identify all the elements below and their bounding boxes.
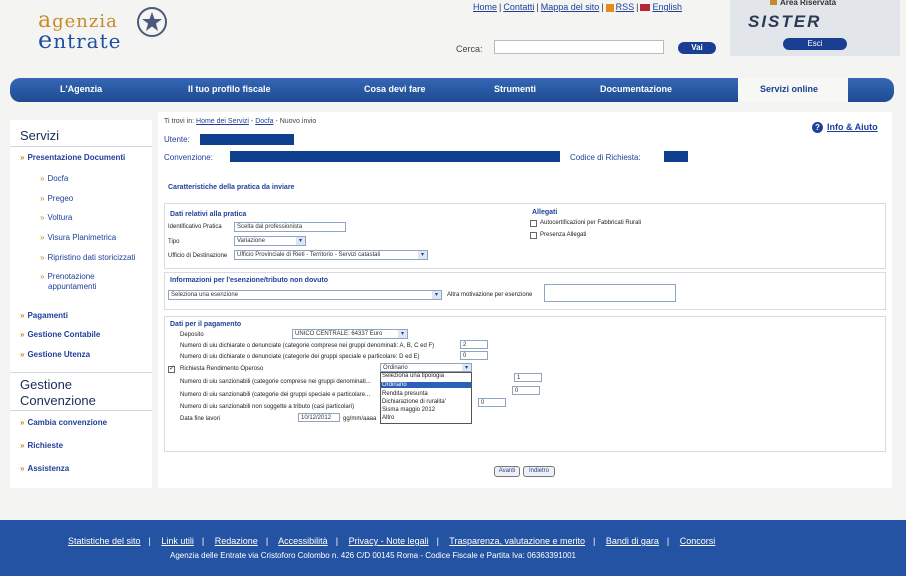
bullet-icon: »	[40, 253, 45, 262]
search-label: Cerca:	[456, 44, 483, 54]
nav-agenzia[interactable]: L'Agenzia	[60, 84, 103, 94]
footer-link-statistiche[interactable]: Statistiche del sito	[68, 536, 141, 546]
footer-link-redazione[interactable]: Redazione	[214, 536, 258, 546]
rss-link[interactable]: RSS	[615, 2, 635, 12]
dropdown-option[interactable]: Sisma maggio 2012	[382, 407, 436, 413]
convenzione-value-redacted	[230, 151, 560, 162]
utente-value-redacted	[200, 134, 294, 145]
breadcrumb-current: Nuovo invio	[279, 118, 317, 125]
mappa-link[interactable]: Mappa del sito	[540, 2, 600, 12]
presenza-allegati-label: Presenza Allegati	[540, 232, 587, 238]
sidebar-item-assistenza[interactable]: » Assistenza	[20, 464, 70, 473]
separator: |	[536, 2, 539, 12]
data-fine-input[interactable]: 10/12/2012	[298, 413, 340, 422]
breadcrumb-docfa[interactable]: Docfa	[255, 118, 274, 125]
logo-text-top: agenzia	[38, 8, 118, 33]
codice-richiesta-label: Codice di Richiesta:	[570, 153, 641, 162]
altra-motivazione-label: Altra motivazione per esenzione	[447, 292, 533, 298]
ufficio-select[interactable]: Ufficio Provinciale di Rieti - Territorio - Servizi catastali ▾	[234, 250, 428, 260]
uk-flag-icon	[640, 4, 650, 11]
sidebar-heading-gestione: Gestione	[20, 377, 73, 392]
row2-label: Numero di uiu dichiarate o denunciate (categorie dei gruppi speciale e particolare: D ed E)	[180, 354, 420, 360]
presenza-allegati-checkbox[interactable]	[530, 232, 537, 239]
footer-link-trasparenza[interactable]: Trasparenza, valutazione e merito	[449, 536, 586, 546]
id-pratica-input[interactable]: Scelta dal professionista	[234, 222, 346, 232]
sidebar-item-pregeo[interactable]: » Pregeo	[40, 194, 74, 203]
chevron-down-icon: ▾	[462, 364, 471, 371]
row2-input[interactable]: 0	[460, 351, 488, 360]
bullet-icon: »	[20, 330, 25, 339]
footer-link-concorsi[interactable]: Concorsi	[679, 536, 716, 546]
nav-strumenti[interactable]: Strumenti	[494, 84, 537, 94]
autocertificazioni-label: Autocertificazioni per Fabbricati Rurali	[540, 220, 642, 226]
bullet-icon: »	[20, 153, 25, 162]
divider	[10, 410, 152, 411]
lock-icon	[770, 0, 777, 5]
pagamento-title: Dati per il pagamento	[170, 321, 242, 328]
sidebar	[10, 120, 152, 488]
breadcrumb: Ti trovi in: Home dei Servizi - Docfa - Nuovo invio	[164, 118, 317, 125]
rss-icon	[606, 4, 614, 12]
data-fine-label: Data fine lavori	[180, 416, 221, 422]
avanti-button[interactable]: Avanti	[494, 466, 520, 477]
bullet-icon: »	[20, 418, 25, 427]
footer	[0, 520, 906, 576]
search-button[interactable]: Vai	[678, 42, 716, 54]
separator: |	[436, 536, 439, 546]
english-link[interactable]: English	[652, 2, 683, 12]
chevron-down-icon: ▾	[418, 251, 427, 259]
bullet-icon: »	[40, 174, 45, 183]
row1-label: Numero di uiu dichiarate o denunciate (categorie comprese nei gruppi denominati: A, B, C ed F)	[180, 343, 435, 349]
sidebar-item-cambia-convenzione[interactable]: » Cambia convenzione	[20, 418, 108, 427]
nav-profilo-fiscale[interactable]: Il tuo profilo fiscale	[188, 84, 271, 94]
row4-label: Numero di uiu sanzionabili (categorie dei gruppi speciale e particolare...	[180, 392, 371, 398]
tipo-select[interactable]: Variazione ▾	[234, 236, 306, 246]
chevron-down-icon: ▾	[296, 237, 305, 245]
rendimento-label: Richiesta Rendimento Operoso	[180, 366, 264, 372]
dropdown-option[interactable]: Dichiarazione di ruralita'	[382, 399, 446, 405]
altra-motivazione-textarea[interactable]	[544, 284, 676, 302]
footer-link-bandi[interactable]: Bandi di gara	[605, 536, 659, 546]
footer-link-accessibilita[interactable]: Accessibilità	[278, 536, 328, 546]
section-title: Caratteristiche della pratica da inviare	[168, 184, 295, 191]
row5-input[interactable]: 0	[478, 398, 506, 407]
sidebar-item-visura-planimetrica[interactable]: » Visura Planimetrica	[40, 233, 117, 242]
row5-label: Numero di uiu sanzionabili non soggette a tributo (casi particolari)	[180, 404, 355, 410]
check-icon: ✓	[169, 365, 175, 372]
sidebar-item-appuntamenti[interactable]: appuntamenti	[48, 282, 97, 291]
republic-emblem-icon	[136, 6, 168, 38]
separator: |	[148, 536, 151, 546]
chevron-down-icon: ▾	[398, 330, 407, 338]
indietro-button[interactable]: Indietro	[523, 466, 555, 477]
bullet-icon: »	[40, 233, 45, 242]
exit-button[interactable]: Esci	[783, 38, 847, 50]
chevron-down-icon: ▾	[432, 291, 441, 299]
nav-servizi-online[interactable]: Servizi online	[760, 84, 819, 94]
sidebar-item-presentazione[interactable]: » Presentazione Documenti	[20, 153, 126, 162]
bullet-icon: »	[20, 350, 25, 359]
top-links	[473, 2, 682, 12]
convenzione-label: Convenzione:	[164, 153, 213, 162]
bullet-icon: »	[20, 441, 25, 450]
divider	[10, 372, 152, 373]
nav-documentazione[interactable]: Documentazione	[600, 84, 673, 94]
separator: |	[499, 2, 502, 12]
row1-input[interactable]: 2	[460, 340, 488, 349]
dropdown-option[interactable]: Altro	[382, 415, 395, 421]
deposito-select[interactable]: UNICO CENTRALE: 64337 Euro ▾	[292, 329, 408, 339]
separator: |	[201, 536, 205, 546]
breadcrumb-home[interactable]: Home dei Servizi	[196, 118, 249, 125]
bullet-icon: »	[20, 311, 25, 320]
codice-richiesta-value	[664, 151, 688, 162]
nav-cosa-devi-fare[interactable]: Cosa devi fare	[364, 84, 426, 94]
sidebar-item-prenotazione[interactable]: » Prenotazione	[40, 272, 95, 281]
sidebar-item-gestione-contabile[interactable]: » Gestione Contabile	[20, 330, 101, 339]
separator: |	[636, 2, 639, 12]
footer-link-utili[interactable]: Link utili	[161, 536, 194, 546]
separator: |	[601, 2, 604, 12]
autocertificazioni-checkbox[interactable]	[530, 220, 537, 227]
separator: |	[265, 536, 269, 546]
search-input[interactable]	[494, 40, 664, 54]
bullet-icon: »	[40, 194, 45, 203]
dropdown-option[interactable]: Seleziona una tipologia	[382, 373, 445, 379]
logo-text-bottom: entrate	[38, 26, 122, 54]
footer-address: Agenzia delle Entrate via Cristoforo Colombo n. 426 C/D 00145 Roma - Codice Fiscale e Partita Iva: 06363391001	[170, 551, 577, 560]
sidebar-item-gestione-utenza[interactable]: » Gestione Utenza	[20, 350, 91, 359]
separator: |	[666, 536, 670, 546]
home-link[interactable]: Home	[473, 2, 498, 12]
dropdown-option-selected[interactable]: Ordinario	[381, 382, 471, 388]
bullet-icon: »	[40, 213, 45, 222]
info-help-link[interactable]: ? Info & Aiuto	[812, 122, 878, 133]
ufficio-label: Ufficio di Destinazione	[168, 253, 228, 259]
reserved-area-label: Area Riservata	[770, 0, 836, 7]
deposito-label: Deposito	[180, 332, 204, 338]
sidebar-item-voltura[interactable]: » Voltura	[40, 213, 73, 222]
rendimento-select[interactable]: Ordinario ▾	[380, 363, 472, 372]
row3-label: Numero di uiu sanzionabili (categorie comprese nei gruppi denominati...	[180, 379, 371, 385]
contatti-link[interactable]: Contatti	[503, 2, 535, 12]
esenzione-select[interactable]: Seleziona una esenzione ▾	[168, 290, 442, 300]
sidebar-heading-servizi: Servizi	[20, 128, 60, 143]
sidebar-item-ripristino[interactable]: » Ripristino dati storicizzati	[40, 253, 136, 262]
pratica-title: Dati relativi alla pratica	[170, 211, 247, 218]
bullet-icon: »	[20, 464, 25, 473]
sidebar-item-docfa[interactable]: » Docfa	[40, 174, 69, 183]
footer-link-privacy[interactable]: Privacy - Note legali	[348, 536, 429, 546]
separator: |	[593, 536, 596, 546]
rendimento-checkbox[interactable]	[168, 366, 175, 373]
row4-input[interactable]: 0	[512, 386, 540, 395]
sister-logo: SISTER	[748, 12, 822, 31]
footer-links	[68, 536, 715, 546]
row3-input[interactable]: 1	[514, 373, 542, 382]
esenzione-title: Informazioni per l'esenzione/tributo non dovuto	[170, 277, 328, 284]
bullet-icon: »	[40, 272, 45, 281]
allegati-title: Allegati	[532, 209, 558, 216]
help-icon: ?	[812, 122, 823, 133]
utente-label: Utente:	[164, 135, 190, 144]
sidebar-item-richieste[interactable]: » Richieste	[20, 441, 64, 450]
data-format-hint: gg/mm/aaaa	[343, 416, 377, 422]
sidebar-heading-convenzione: Convenzione	[20, 393, 96, 408]
sidebar-item-pagamenti[interactable]: » Pagamenti	[20, 311, 68, 320]
id-pratica-label: Identificativo Pratica	[168, 224, 222, 230]
dropdown-option[interactable]: Rendita presunta	[382, 391, 428, 397]
divider	[10, 146, 152, 147]
tipo-label: Tipo	[168, 239, 180, 245]
separator: |	[335, 536, 339, 546]
